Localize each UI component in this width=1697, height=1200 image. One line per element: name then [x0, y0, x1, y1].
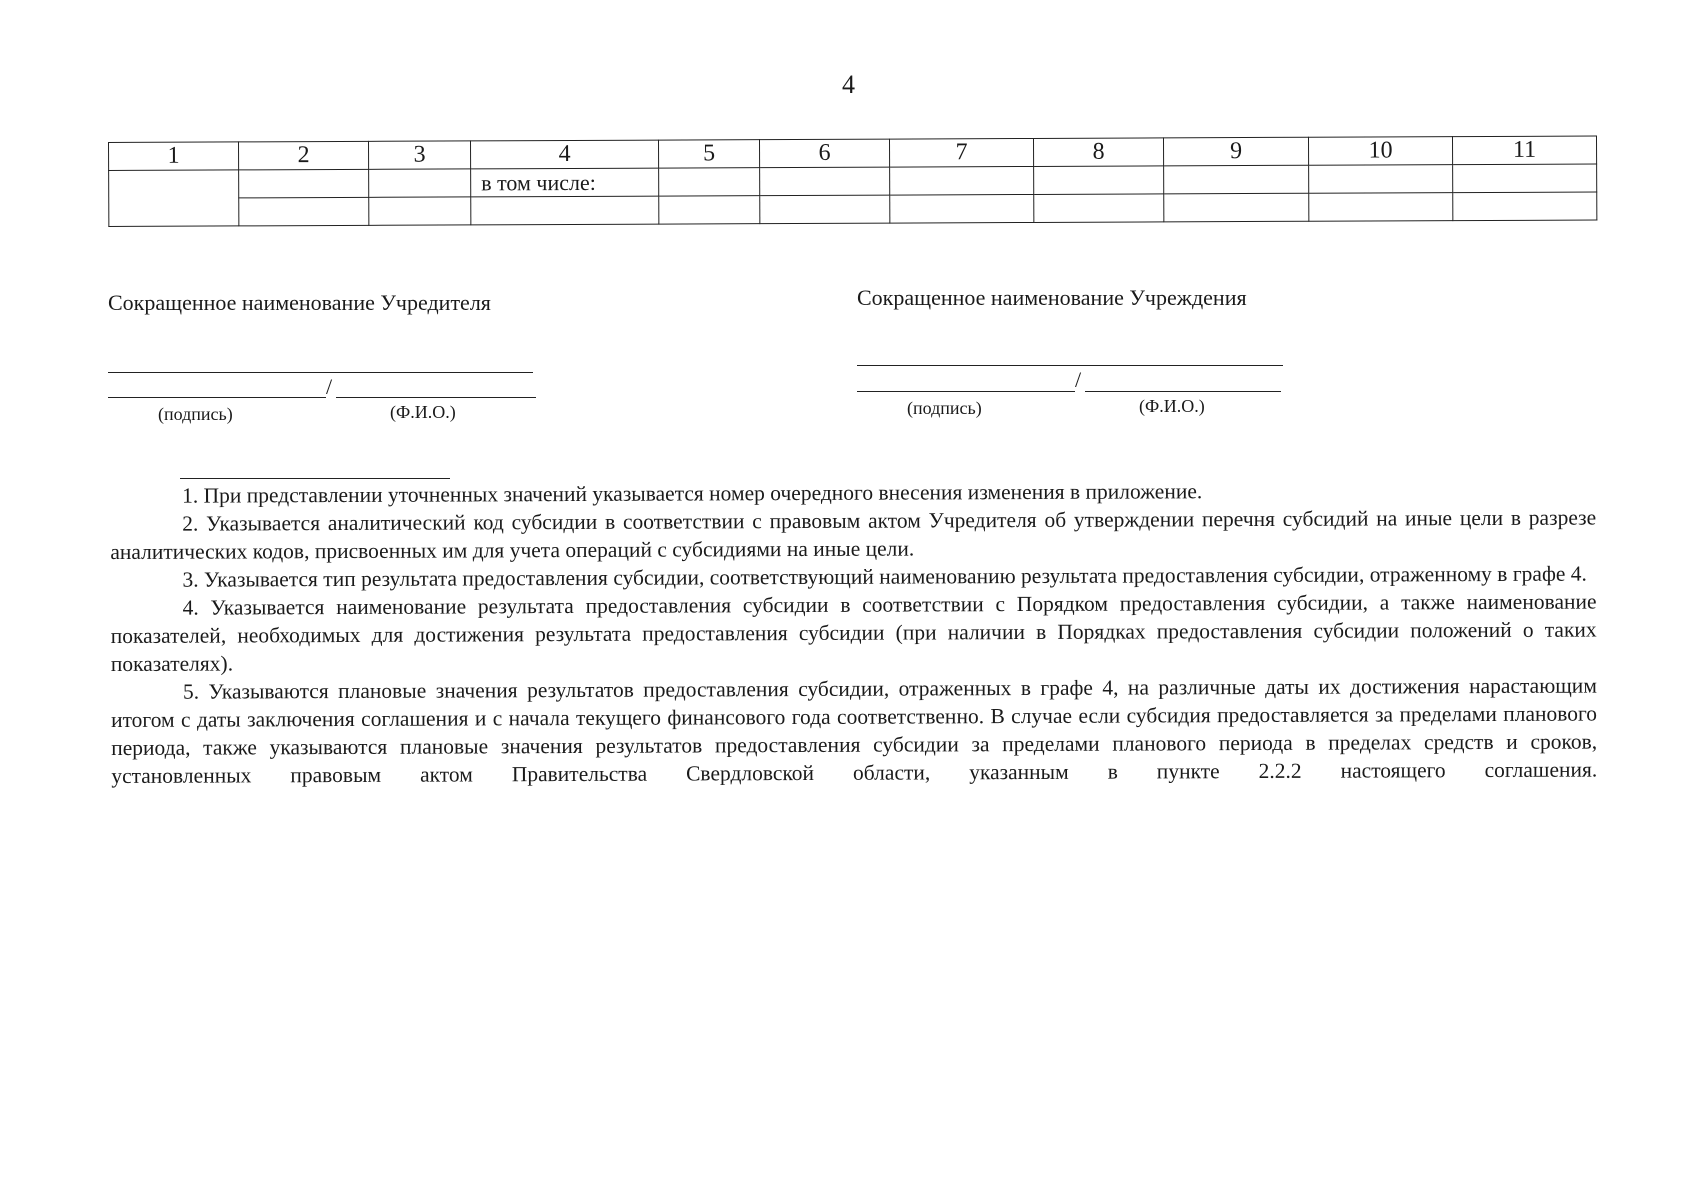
table-cell — [890, 194, 1034, 223]
column-number: 3 — [368, 141, 470, 169]
signature-caption: (подпись) — [907, 398, 982, 418]
institution-title: Сокращенное наименование Учреждения — [857, 285, 1247, 310]
column-number: 11 — [1452, 136, 1596, 165]
footnote: 4. Указывается наименование результата предоставления субсидии в соответствии с Порядком предоставления субсидии, а также наименование показателей, необходимых для достижения результата предоставления субсидии (при наличии в Порядках предоставления субсидии положений о таких показателях). — [110, 589, 1597, 676]
footnote: 2. Указывается аналитический код субсидии в соответствии с правовым актом Учредителя об утверждении перечня субсидий на иные цели в разрезе аналитических кодов, присвоенных им для учета операций с субсидиями на иные цели. — [110, 505, 1597, 564]
table-cell — [1309, 165, 1453, 194]
table-cell — [1453, 164, 1597, 193]
table-cell — [239, 197, 369, 226]
table-cell — [1034, 194, 1164, 223]
table-cell — [1309, 193, 1453, 222]
table-cell — [659, 196, 760, 224]
footnote: 5. Указываются плановые значения результатов предоставления субсидии, отраженных в графе 4, на различные даты их достижения нарастающим итогом с даты заключения соглашения и с начала текущего финансового года соответственно. В случае если субсидия предоставляется за пределами планового периода, также указываются плановые значения результатов предоставления субсидии за пределами планового периода в пределах средств и сроков, установленных правовым актом Правительства Свердловской области, указанным в пункте 2.2.2 настоящего соглашения. — [110, 673, 1598, 788]
slash-separator: / — [326, 374, 333, 399]
slash-separator: / — [1075, 367, 1082, 392]
column-number: 4 — [470, 140, 658, 169]
footnote-separator — [180, 478, 450, 479]
founder-signature-block — [108, 290, 548, 430]
fio-caption: (Ф.И.О.) — [390, 402, 456, 422]
institution-signature-line — [857, 391, 1075, 392]
footnotes — [110, 476, 1597, 790]
table-cell — [760, 195, 890, 224]
page-number: 4 — [842, 70, 855, 99]
table-cell — [1164, 193, 1309, 222]
signature-caption: (подпись) — [158, 404, 233, 424]
founder-name-line — [108, 372, 533, 373]
founder-fio-line — [336, 397, 536, 398]
column-number: 7 — [889, 138, 1033, 167]
table-cell — [471, 196, 659, 225]
table-row — [109, 192, 1597, 226]
column-number: 5 — [658, 140, 759, 168]
footnote: 3. Указывается тип результата предоставления субсидии, соответствующий наименованию результата предоставления субсидии, отраженному в графе 4. — [182, 561, 1587, 592]
founder-title: Сокращенное наименование Учредителя — [108, 290, 491, 315]
table-cell — [109, 170, 239, 227]
institution-fio-line — [1085, 391, 1281, 392]
table-cell — [659, 168, 760, 196]
table-cell — [1034, 166, 1164, 195]
table-cell — [239, 169, 369, 198]
fio-caption: (Ф.И.О.) — [1139, 396, 1205, 416]
including-label: в том числе: — [471, 168, 659, 197]
institution-name-line — [857, 365, 1283, 366]
footnote: 1. При представлении уточненных значений указывается номер очередного внесения изменения в приложение. — [182, 479, 1203, 508]
column-number: 6 — [759, 139, 889, 168]
column-number: 2 — [239, 141, 369, 170]
form-table — [108, 136, 1597, 227]
column-number: 9 — [1163, 137, 1308, 166]
table-cell — [1453, 192, 1597, 221]
table-cell — [1164, 165, 1309, 194]
table-cell — [890, 166, 1034, 195]
table-cell — [369, 197, 471, 225]
institution-signature-block — [857, 285, 1297, 425]
table-cell — [760, 167, 890, 196]
column-number: 8 — [1033, 138, 1163, 167]
column-number: 1 — [109, 142, 239, 171]
table-cell — [369, 169, 471, 197]
column-number: 10 — [1308, 137, 1452, 166]
founder-signature-line — [108, 397, 326, 398]
